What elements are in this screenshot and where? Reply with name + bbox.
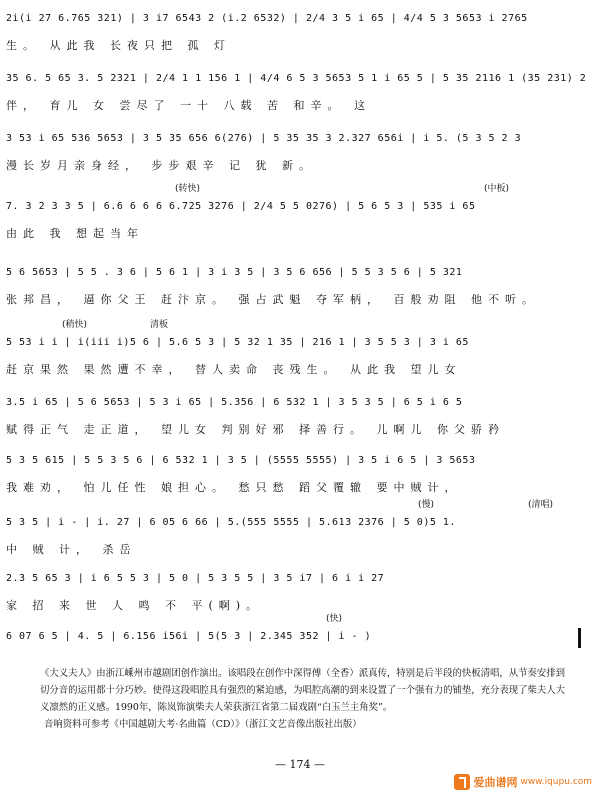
notation-line: 7. 3 2 3 3 5 | 6.6 6 6 6 6.725 3276 | 2/4 5 5 0276) | 5 6 5 3 | 535 i 65: [6, 201, 476, 212]
tempo-marker: (慢): [418, 500, 435, 510]
notation-line: 5 3 5 | i - | i. 27 | 6 05 6 66 | 5.(555 5555 | 5.613 2376 | 5 0)5 1.: [6, 517, 456, 528]
tempo-marker: (转快): [175, 184, 201, 194]
notation-line: 5 53 i i | i(iii i)5 6 | 5.6 5 3 | 5 32 1 35 | 216 1 | 3 5 5 3 | 3 i 65: [6, 337, 469, 348]
lyrics-line: 张邦昌， 逼你父王 赶汴京。 强占武魁 夺军柄， 百般劝阻 他不听。: [6, 293, 539, 306]
score-system: [0, 260, 600, 318]
score-system: [0, 6, 600, 64]
commentary: [40, 665, 570, 733]
lyrics-line: 我难劝， 怕儿任性 娘担心。 愁只愁 蹈父覆辙 要中贼计，: [6, 481, 462, 494]
lyrics-line: 赋得正气 走正道， 望儿女 判别好邪 择善行。 儿啊儿 你父骄矜: [6, 423, 505, 436]
score-system: [0, 566, 600, 624]
score-system: [0, 500, 600, 568]
notation-line: 3 53 i 65 536 5653 | 3 5 35 656 6(276) | 5 35 35 3 2.327 656i | i 5. (5 3 5 2 3: [6, 133, 522, 144]
tempo-marker: (快): [326, 614, 343, 624]
tempo-marker: 清板: [150, 320, 169, 330]
notation-line: 2i(i 27 6.765 321) | 3 i7 6543 2 (i.2 6532) | 2/4 3 5 i 65 | 4/4 5 3 5653 i 2765: [6, 13, 528, 24]
audio-source-note: 音响资料可参考《中国越剧大考·名曲篇（CD）》（浙江文艺音像出版社出版）: [44, 719, 362, 730]
tempo-marker: (清唱): [528, 500, 554, 510]
lyrics-line: 家 招 来 世 人 鸣 不 平(啊)。: [6, 599, 264, 612]
tempo-marker: (稍快): [62, 320, 88, 330]
notation-line: 5 3 5 615 | 5 5 3 5 6 | 6 532 1 | 3 5 | (5555 5555) | 3 5 i 6 5 | 3 5653: [6, 455, 476, 466]
score-system: [0, 448, 600, 506]
score-system: [0, 66, 600, 124]
notation-line: 5 6 5653 | 5 5 . 3 6 | 5 6 1 | 3 i 3 5 | 3 5 6 656 | 5 5 3 5 6 | 5 321: [6, 267, 463, 278]
lyrics-line: 中 贼 计， 杀岳: [6, 543, 137, 556]
notation-line: 6 07 6 5 | 4. 5 | 6.156 i56i | 5(5 3 | 2.345 352 | i - ): [6, 631, 372, 642]
watermark-brand: 爱曲谱网: [473, 776, 518, 789]
score-system: [0, 126, 600, 184]
lyrics-line: 赶京果然 果然遭不幸， 替人卖命 丧残生。 从此我 望儿女: [6, 363, 462, 376]
page-number: — 174 —: [275, 758, 325, 771]
commentary-paragraph: 《大义夫人》由浙江嵊州市越剧团创作演出。该唱段在创作中深得傅（全香）派真传，特别是后半段的快板清唱，从节奏安排到切分音的运用都十分巧妙。使得这段唱腔具有强烈的紧迫感，为唱腔高潮的到来设置了一个强有力的铺垫，充分表现了柴夫人大义凛然的正义感。1990年，陈岚饰演柴夫人荣获浙江省第二届戏剧“白玉兰主角奖”。: [40, 668, 566, 713]
score-system: [0, 320, 600, 388]
lyrics-line: 生。 从此我 长夜只把 孤 灯: [6, 39, 231, 52]
lyrics-line: 伴， 育儿 女 尝尽了 一十 八载 苦 和辛。 这: [6, 99, 371, 112]
notation-line: 3.5 i 65 | 5 6 5653 | 5 3 i 65 | 5.356 | 6 532 1 | 3 5 3 5 | 6 5 i 6 5: [6, 397, 463, 408]
lyrics-line: 漫长岁月亲身经， 步步艰辛 记 犹 新。: [6, 159, 316, 172]
score-system: [0, 184, 600, 252]
site-watermark: [454, 772, 592, 792]
notation-line: 2.3 5 65 3 | i 6 5 5 3 | 5 0 | 5 3 5 5 | 3 5 i7 | 6 i i 27: [6, 573, 385, 584]
music-logo-icon: [454, 774, 470, 790]
watermark-url: www.iqupu.com: [520, 777, 592, 787]
lyrics-line: 由此 我 想起当年: [6, 227, 144, 240]
tempo-marker: (中板): [484, 184, 510, 194]
score-system: [0, 390, 600, 448]
notation-line: 35 6. 5 65 3. 5 2321 | 2/4 1 1 156 1 | 4/4 6 5 3 5653 5 1 i 65 5 | 5 35 2116 1 (35 231) 2: [6, 73, 587, 84]
final-barline: [578, 628, 581, 648]
